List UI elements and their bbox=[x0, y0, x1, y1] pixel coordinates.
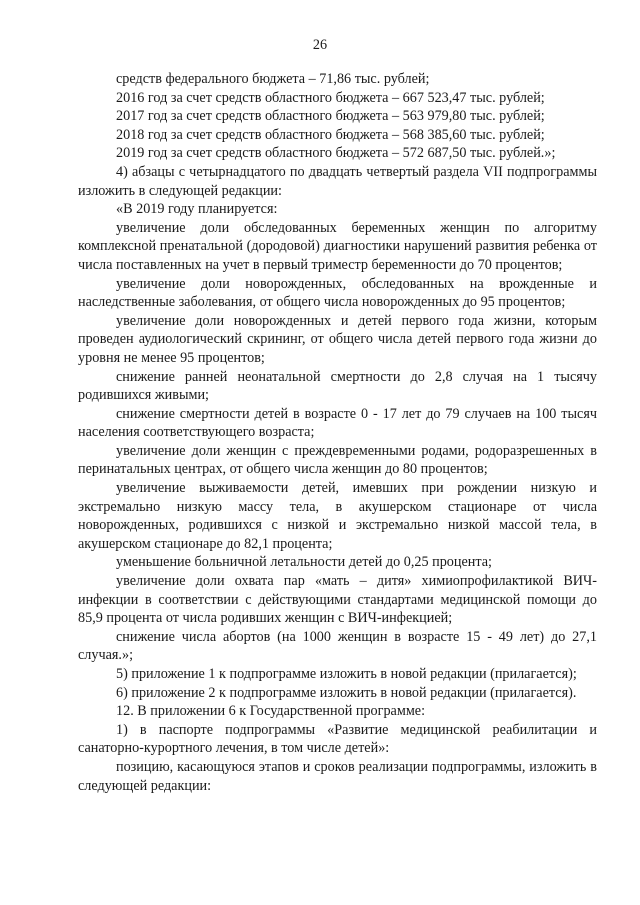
paragraph: 1) в паспорте подпрограммы «Развитие медицинской реабилитации и санаторно-курортного лечения, в том числе детей»: bbox=[78, 721, 597, 757]
paragraph: снижение ранней неонатальной смертности до 2,8 случая на 1 тысячу родившихся живыми; bbox=[78, 368, 597, 404]
paragraph: 4) абзацы с четырнадцатого по двадцать четвертый раздела VII подпрограммы изложить в следующей редакции: bbox=[78, 163, 597, 199]
page-number: 26 bbox=[312, 37, 328, 53]
paragraph: уменьшение больничной летальности детей до 0,25 процента; bbox=[116, 554, 492, 571]
document-body bbox=[78, 70, 597, 795]
paragraph: снижение числа абортов (на 1000 женщин в возрасте 15 - 49 лет) до 27,1 случая.»; bbox=[78, 628, 597, 664]
paragraph: 5) приложение 1 к подпрограмме изложить в новой редакции (прилагается); bbox=[116, 666, 577, 682]
paragraph: увеличение доли женщин с преждевременными родами, родоразрешенных в перинатальных центрах, от общего числа женщин до 80 процентов; bbox=[78, 442, 597, 478]
paragraph: 6) приложение 2 к подпрограмме изложить в новой редакции (прилагается). bbox=[116, 684, 577, 701]
paragraph: 2017 год за счет средств областного бюджета – 563 979,80 тыс. рублей; bbox=[116, 108, 545, 125]
paragraph: увеличение выживаемости детей, имевших при рождении низкую и экстремально низкую массу тела, в акушерском стационаре от числа новорожденных, родившихся с низкой и экстремально низкой массой тела, в акушерском стационаре до 82,1 процента; bbox=[78, 480, 597, 552]
paragraph: 2019 год за счет средств областного бюджета – 572 687,50 тыс. рублей.»; bbox=[116, 145, 556, 162]
paragraph: увеличение доли охвата пар «мать – дитя» химиопрофилактикой ВИЧ-инфекции в соответствии с действующими стандартами медицинской помощи до 85,9 процента от числа родивших женщин с ВИЧ-инфекцией; bbox=[78, 573, 597, 627]
paragraph: 2016 год за счет средств областного бюджета – 667 523,47 тыс. рублей; bbox=[116, 89, 545, 106]
paragraph: увеличение доли обследованных беременных женщин по алгоритму комплексной пренатальной (дородовой) диагностики нарушений развития ребенка от числа поставленных на учет в первый триместр беременности до 70 процентов; bbox=[78, 219, 597, 273]
paragraph: увеличение доли новорожденных и детей первого года жизни, которым проведен аудиологический скрининг, от общего числа детей первого года жизни до уровня не менее 95 процентов; bbox=[78, 312, 597, 366]
paragraph: 2018 год за счет средств областного бюджета – 568 385,60 тыс. рублей; bbox=[116, 126, 545, 143]
paragraph: позицию, касающуюся этапов и сроков реализации подпрограммы, изложить в следующей редакции: bbox=[78, 758, 597, 794]
paragraph: 12. В приложении 6 к Государственной программе: bbox=[116, 703, 426, 720]
paragraph: снижение смертности детей в возрасте 0 - 17 лет до 79 случаев на 100 тысяч населения соответствующего возраста; bbox=[78, 405, 597, 441]
paragraph: «В 2019 году планируется: bbox=[116, 201, 278, 218]
paragraph: увеличение доли новорожденных, обследованных на врожденные и наследственные заболевания, от общего числа новорожденных до 95 процентов; bbox=[78, 275, 597, 311]
paragraph: средств федерального бюджета – 71,86 тыс. рублей; bbox=[116, 71, 430, 87]
